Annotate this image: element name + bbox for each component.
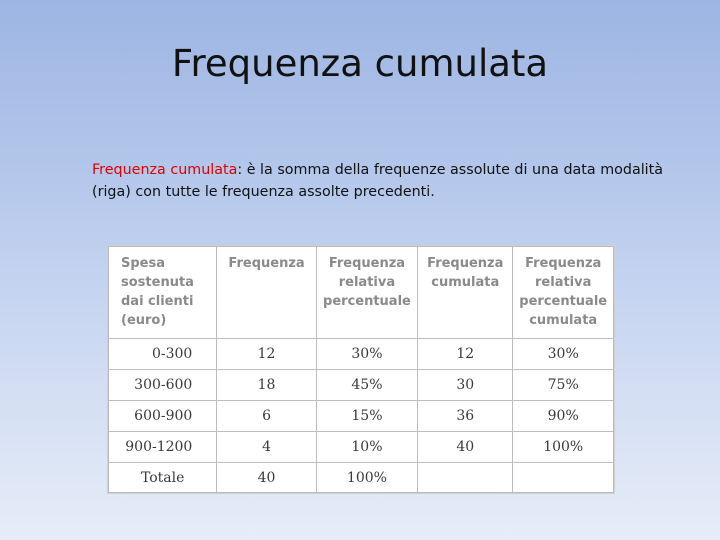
table-row	[109, 370, 614, 401]
table-total-row	[109, 463, 614, 493]
cell-spesa: 600-900	[109, 401, 217, 432]
cell-frequenza-relativa-cumulata: 100%	[513, 432, 614, 463]
cell-frequenza-relativa-cumulata: 90%	[513, 401, 614, 432]
cell-frequenza: 4	[217, 432, 316, 463]
frequency-table-image	[107, 245, 615, 494]
slide-title: Frequenza cumulata	[171, 42, 549, 85]
header-frequenza-relativa-cumulata: Frequenza relativa percentuale cumulata	[513, 247, 614, 339]
definition-term: Frequenza cumulata	[92, 162, 238, 178]
definition-description: : è la somma della frequenze assolute di una data modalità (riga) con tutte le frequenza assolte precedenti.	[92, 162, 664, 200]
frequency-table	[108, 246, 614, 493]
cell-spesa: 900-1200	[109, 432, 217, 463]
definition-text	[92, 159, 692, 203]
table-header-row	[109, 247, 614, 339]
header-spesa: Spesa sostenuta dai clienti (euro)	[109, 247, 217, 339]
cell-frequenza: 18	[217, 370, 316, 401]
cell-total-frequenza-relativa: 100%	[316, 463, 417, 493]
cell-frequenza-relativa: 10%	[316, 432, 417, 463]
cell-frequenza-relativa: 15%	[316, 401, 417, 432]
table-row	[109, 432, 614, 463]
cell-frequenza-relativa-cumulata: 30%	[513, 339, 614, 370]
table-row	[109, 401, 614, 432]
header-frequenza-cumulata: Frequenza cumulata	[418, 247, 513, 339]
cell-spesa: 0-300	[109, 339, 217, 370]
cell-frequenza-relativa: 45%	[316, 370, 417, 401]
header-frequenza-relativa: Frequenza relativa percentuale	[316, 247, 417, 339]
cell-spesa: 300-600	[109, 370, 217, 401]
cell-total-empty	[513, 463, 614, 493]
cell-total-empty	[418, 463, 513, 493]
table-row	[109, 339, 614, 370]
cell-frequenza-relativa: 30%	[316, 339, 417, 370]
cell-frequenza: 12	[217, 339, 316, 370]
cell-frequenza: 6	[217, 401, 316, 432]
cell-total-frequenza: 40	[217, 463, 316, 493]
cell-frequenza-cumulata: 36	[418, 401, 513, 432]
cell-frequenza-relativa-cumulata: 75%	[513, 370, 614, 401]
cell-total-label: Totale	[109, 463, 217, 493]
cell-frequenza-cumulata: 30	[418, 370, 513, 401]
header-frequenza: Frequenza	[217, 247, 316, 339]
cell-frequenza-cumulata: 40	[418, 432, 513, 463]
cell-frequenza-cumulata: 12	[418, 339, 513, 370]
